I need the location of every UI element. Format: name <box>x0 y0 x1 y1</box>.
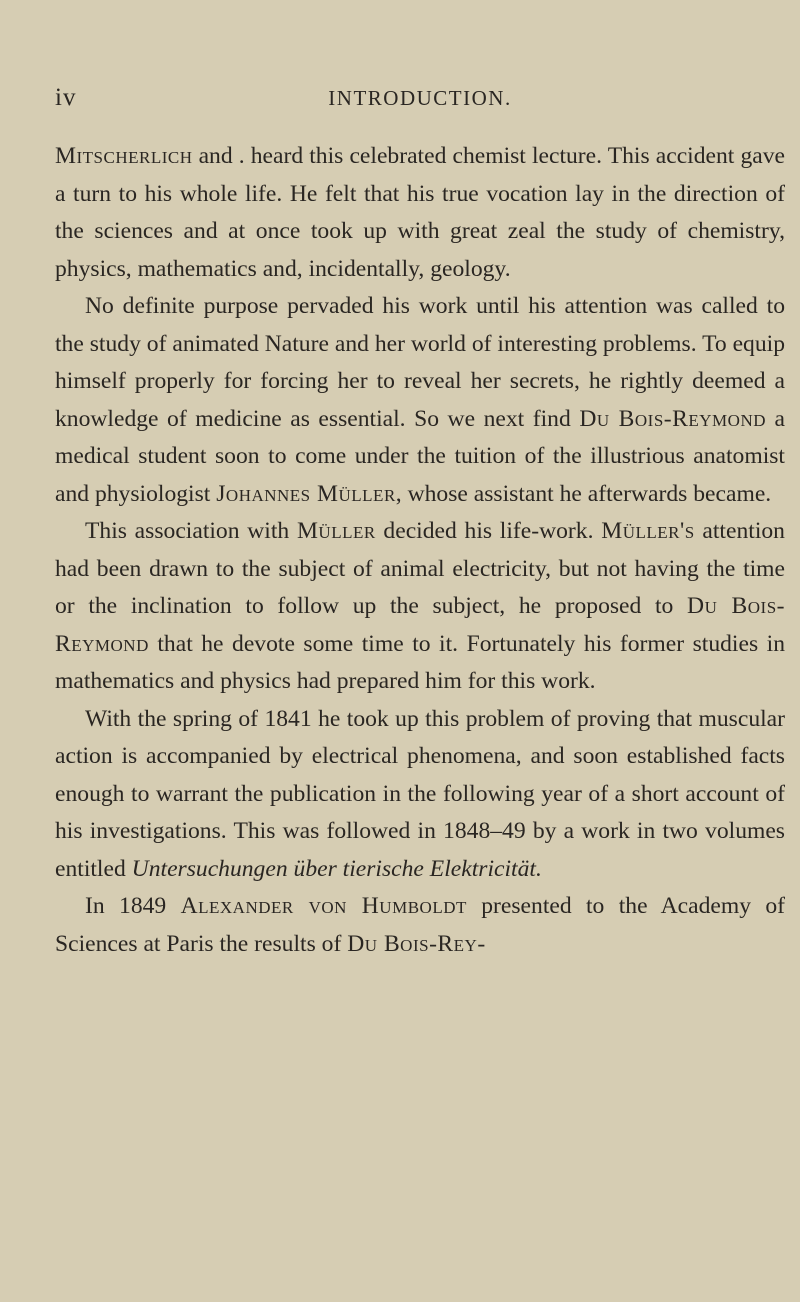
name-alexander-von-humboldt: Alexander von Humboldt <box>180 893 467 919</box>
paragraph-2 <box>55 288 785 513</box>
paragraph-4-text-1: With the spring of 1841 he took up this problem of proving that muscular action is accompanied by electrical phenomena, and soon established facts enough to warrant the publication in the following year of a short account of his investigations. This was followed in 1848–49 by a work in two volumes entitled <box>55 705 785 882</box>
name-du-bois-reymond-2: Du Bois-Reymond <box>55 593 786 657</box>
name-du-bois-reymond-3: Du Bois-Rey- <box>347 930 486 957</box>
paragraph-1-text: and . heard this celebrated chemist lecture. This accident gave a turn to his whole life. He felt that his true vocation lay in the direction of the sciences and at once took up with great zeal the study of chemistry, physics, mathematics and, incidentally, geology. <box>55 143 785 282</box>
paragraph-2-text-1: No definite purpose pervaded his work until his attention was called to the study of animated Nature and her world of interesting problems. To equip himself properly for forcing her to reveal her secrets, he rightly deemed a knowledge of medicine as essential. So we next find <box>55 293 785 432</box>
name-mullers: Müller's <box>601 518 695 544</box>
page-header <box>55 84 785 118</box>
paragraph-3-text-3: attention had been drawn to the subject of animal electricity, but not having the time or the inclination to follow up the subject, he proposed to <box>55 518 785 619</box>
name-johannes-muller: Johannes Müller <box>216 480 396 507</box>
paragraph-4 <box>55 701 785 889</box>
page-number: iv <box>55 84 77 111</box>
running-head: INTRODUCTION. <box>328 86 512 110</box>
paragraph-2-text-2: a medical student soon to come under the tuition of the illustrious anatomist and physiologist <box>55 405 786 507</box>
paragraph-5-text-2: presented to the Academy of Sciences at Paris the results of <box>55 893 786 957</box>
paragraph-3 <box>55 513 785 701</box>
name-du-bois-reymond: Du Bois-Reymond <box>579 405 766 432</box>
paragraph-3-text-1: This association with <box>85 518 297 544</box>
paragraph-2-text-3: , whose assistant he afterwards became. <box>395 480 772 507</box>
paragraph-1 <box>55 138 785 288</box>
paragraph-5 <box>55 888 785 963</box>
paragraph-5-text-1: In 1849 <box>85 893 181 919</box>
paragraph-3-text-4: that he devote some time to it. Fortunately his former studies in mathematics and physics had prepared him for this work. <box>55 630 785 694</box>
body-text <box>55 138 785 963</box>
name-muller: Müller <box>296 518 376 544</box>
name-mitscherlich: Mitscherlich <box>55 143 193 169</box>
paragraph-3-text-2: decided his life-work. <box>375 518 602 544</box>
book-title: Untersuchungen über tierische Elektricität. <box>131 855 542 882</box>
